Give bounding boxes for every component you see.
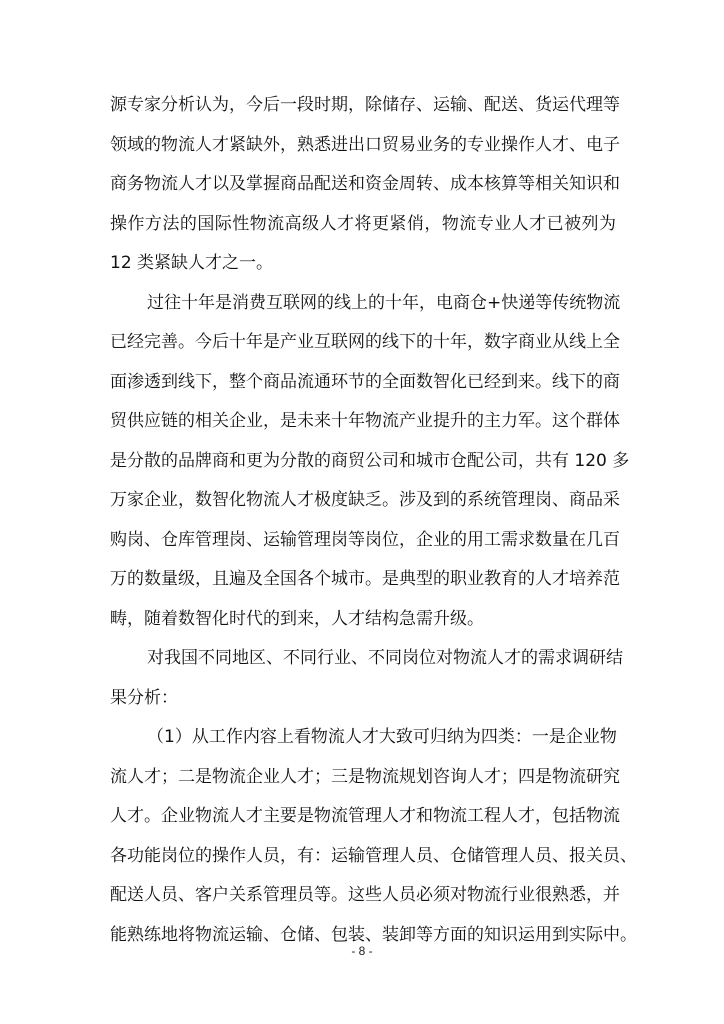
text-line-14: 畴，随着数智化时代的到来，人才结构急需升级。 bbox=[110, 608, 484, 629]
page-number: - 8 - bbox=[351, 944, 373, 958]
text-line-4: 操作方法的国际性物流高级人才将更紧俏，物流专业人才已被列为 bbox=[110, 213, 616, 234]
text-line-3: 商务物流人才以及掌握商品配送和资金周转、成本核算等相关知识和 bbox=[110, 174, 620, 194]
text-line-19: 人才。企业物流人才主要是物流管理人才和物流工程人才，包括物流 bbox=[110, 806, 620, 826]
text-line-8: 面渗透到线下，整个商品流通环节的全面数智化已经到来。线下的商 bbox=[110, 371, 620, 392]
text-line-6: 过往十年是消费互联网的线上的十年，电商仓+快递等传统物流 bbox=[147, 292, 621, 313]
text-line-9: 贸供应链的相关企业，是未来十年物流产业提升的主力军。这个群体 bbox=[110, 411, 620, 431]
text-line-13: 万的数量级，且遍及全国各个城市。是典型的职业教育的人才培养范 bbox=[110, 569, 620, 589]
text-line-5: 12 类紧缺人才之一。 bbox=[110, 253, 274, 273]
text-line-18: 流人才；二是物流企业人才；三是物流规划咨询人才；四是物流研究 bbox=[110, 766, 620, 787]
text-line-17: （1）从工作内容上看物流人才大致可归纳为四类：一是企业物 bbox=[147, 727, 617, 747]
text-line-20: 各功能岗位的操作人员，有：运输管理人员、仓储管理人员、报关员、 bbox=[110, 845, 637, 866]
text-line-21: 配送人员、客户关系管理员等。这些人员必须对物流行业很熟悉，并 bbox=[110, 885, 620, 905]
text-line-22: 能熟练地将物流运输、仓储、包装、装卸等方面的知识运用到实际中。 bbox=[110, 924, 637, 945]
text-line-16: 果分析： bbox=[110, 687, 178, 708]
text-line-1: 源专家分析认为，今后一段时期，除储存、运输、配送、货运代理等 bbox=[110, 95, 620, 115]
text-line-15: 对我国不同地区、不同行业、不同岗位对物流人才的需求调研结 bbox=[147, 648, 623, 668]
text-line-11: 万家企业，数智化物流人才极度缺乏。涉及到的系统管理岗、商品采 bbox=[110, 490, 620, 510]
body-text bbox=[110, 86, 637, 955]
text-line-7: 已经完善。今后十年是产业互联网的线下的十年，数字商业从线上全 bbox=[110, 332, 620, 352]
text-line-12: 购岗、仓库管理岗、运输管理岗等岗位，企业的用工需求数量在几百 bbox=[110, 529, 620, 550]
text-line-2: 领域的物流人才紧缺外，熟悉进出口贸易业务的专业操作人才、电子 bbox=[110, 134, 620, 155]
text-line-10: 是分散的品牌商和更为分散的商贸公司和城市仓配公司，共有 120 多 bbox=[110, 450, 630, 471]
